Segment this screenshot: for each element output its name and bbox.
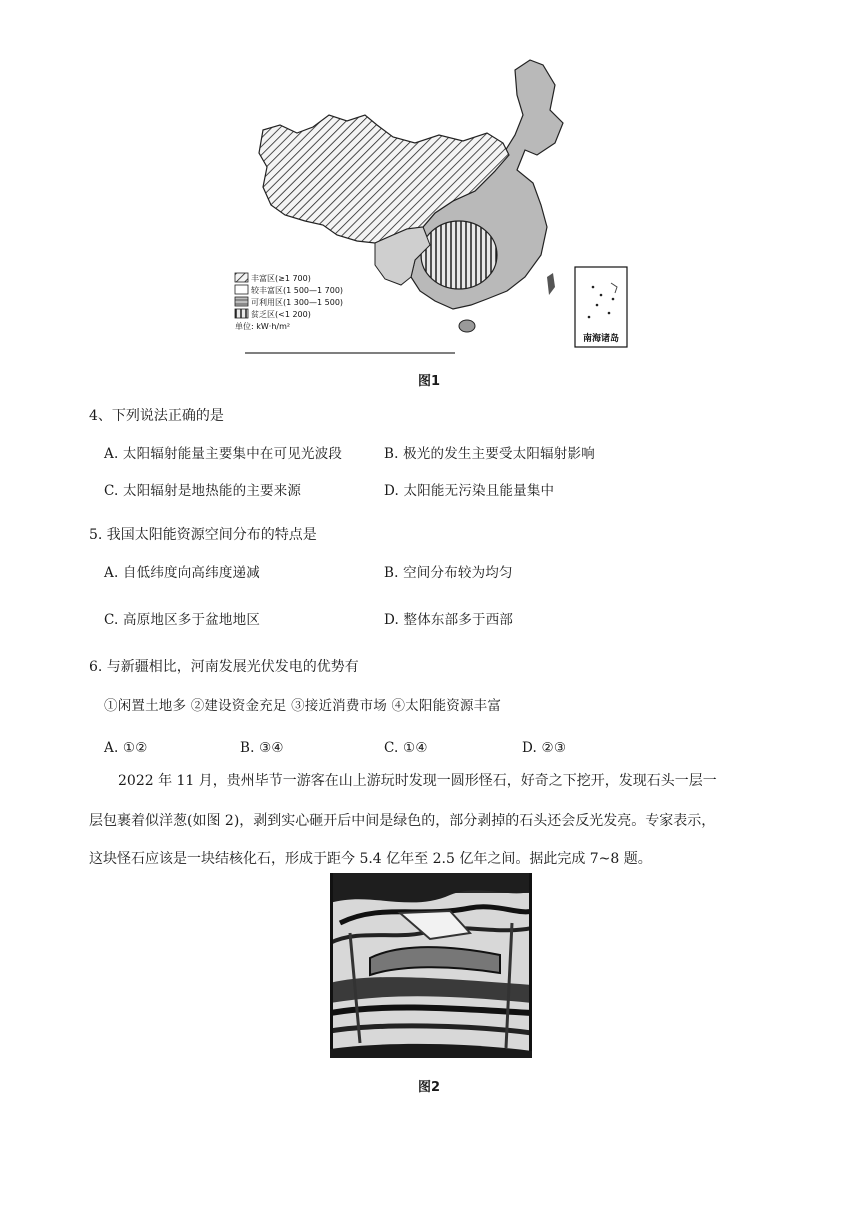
figure-1-map: [225, 55, 640, 360]
sichuan-basin: [421, 221, 497, 289]
question-5-option-c: C. 高原地区多于盆地地区: [104, 612, 261, 628]
figure-2-rock-photo: [330, 873, 532, 1058]
inset-label: 南海诸岛: [582, 334, 620, 344]
legend-unit: 单位: kW·h/m²: [235, 322, 291, 331]
legend-item: 较丰富区(1 500—1 700): [251, 286, 344, 295]
question-5-stem: 5. 我国太阳能资源空间分布的特点是: [89, 527, 317, 543]
question-6-option-d: D. ②③: [522, 740, 567, 756]
question-5-option-d: D. 整体东部多于西部: [384, 612, 514, 628]
passage-line-2: 层包裹着似洋葱(如图 2)，剥到实心砸开后中间是绿色的，部分剥掉的石头还会反光发亮。专家表示，: [89, 813, 716, 829]
south-sea-inset: [575, 267, 627, 347]
question-6-option-a: A. ①②: [104, 740, 148, 756]
question-6-items: ①闲置土地多 ②建设资金充足 ③接近消费市场 ④太阳能资源丰富: [104, 698, 502, 714]
question-4-option-d: D. 太阳能无污染且能量集中: [384, 483, 555, 499]
question-5-option-b: B. 空间分布较为均匀: [384, 565, 513, 581]
legend-item: 可利用区(1 300—1 500): [251, 298, 344, 307]
legend-item: 丰富区(≥1 700): [251, 274, 311, 283]
question-4-stem: 4、下列说法正确的是: [89, 408, 224, 424]
question-6-option-b: B. ③④: [240, 740, 284, 756]
figure-2-caption: 图2: [418, 1080, 441, 1095]
map-legend: [235, 273, 343, 331]
question-6-stem: 6. 与新疆相比，河南发展光伏发电的优势有: [89, 659, 359, 675]
china-solar-map: [225, 55, 640, 360]
passage-line-3: 这块怪石应该是一块结核化石，形成于距今 5.4 亿年至 2.5 亿年之间。据此完成 7~8 题。: [89, 851, 652, 867]
question-4-option-a: A. 太阳辐射能量主要集中在可见光波段: [104, 446, 343, 462]
passage-line-1: 2022 年 11 月，贵州毕节一游客在山上游玩时发现一圆形怪石，好奇之下挖开，发现石头一层一: [118, 773, 717, 789]
question-6-option-c: C. ①④: [384, 740, 428, 756]
legend-item: 贫乏区(<1 200): [251, 310, 311, 319]
figure-1-caption: 图1: [418, 374, 441, 389]
question-4-option-c: C. 太阳辐射是地热能的主要来源: [104, 483, 302, 499]
question-4-option-b: B. 极光的发生主要受太阳辐射影响: [384, 446, 595, 462]
question-5-option-a: A. 自低纬度向高纬度递减: [104, 565, 260, 581]
